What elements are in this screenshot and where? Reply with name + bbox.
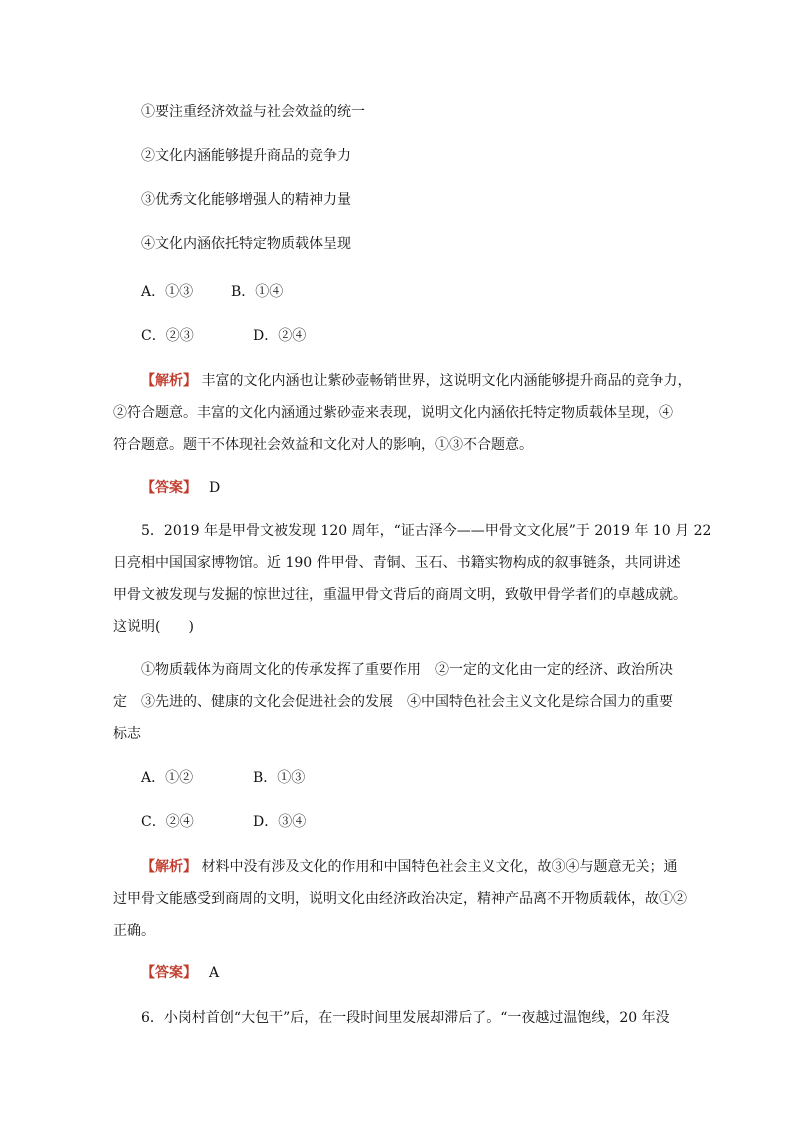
q4-analysis-text-1: 丰富的文化内涵也让紫砂壶畅销世界，这说明文化内涵能够提升商品的竞争力， bbox=[201, 373, 692, 389]
q5-analysis-line-2: 过甲骨文能感受到商周的文明，说明文化由经济政治决定，精神产品离不开物质载体，故①② bbox=[113, 891, 687, 907]
q4-item-3: ③优秀文化能够增强人的精神力量 bbox=[141, 192, 351, 208]
q5-stem-line-1: 5．2019 年是甲骨文被发现 120 周年，“证古泽今——甲骨文文化展”于 2019 年 10 月 22 bbox=[141, 523, 712, 539]
q5-option-d: D．③④ bbox=[253, 814, 307, 830]
q5-stem-line-4: 这说明( ) bbox=[113, 619, 194, 635]
q4-option-a: A．①③ bbox=[141, 284, 194, 300]
q5-option-c: C．②④ bbox=[141, 814, 194, 830]
q4-item-1: ①要注重经济效益与社会效益的统一 bbox=[141, 104, 365, 120]
q4-option-c: C．②③ bbox=[141, 328, 194, 344]
q4-analysis-line-1 bbox=[141, 371, 691, 391]
q6-stem-line-1: 6．小岗村首创“大包干”后，在一段时间里发展却滞后了。“一夜越过温饱线，20 年没 bbox=[141, 1010, 670, 1026]
q4-answer-value: D bbox=[209, 480, 221, 496]
q5-option-b: B．①③ bbox=[253, 770, 306, 786]
q5-analysis-line-3: 正确。 bbox=[113, 923, 155, 939]
q4-option-d: D．②④ bbox=[253, 328, 307, 344]
q4-analysis-label: 【解析】 bbox=[141, 373, 197, 389]
q4-analysis-line-2: ②符合题意。丰富的文化内涵通过紫砂壶来表现，说明文化内涵依托特定物质载体呈现，④ bbox=[113, 405, 673, 421]
q4-item-4: ④文化内涵依托特定物质载体呈现 bbox=[141, 236, 351, 252]
q4-answer-label: 【答案】 bbox=[141, 480, 197, 496]
q5-analysis-text-1: 材料中没有涉及文化的作用和中国特色社会主义文化，故③④与题意无关；通 bbox=[201, 859, 678, 875]
q4-option-b: B．①④ bbox=[231, 284, 284, 300]
q5-items-line-3: 标志 bbox=[113, 726, 141, 742]
q5-analysis-line-1 bbox=[141, 857, 677, 877]
q5-option-a: A．①② bbox=[141, 770, 194, 786]
q4-answer bbox=[141, 478, 220, 498]
q5-answer-label: 【答案】 bbox=[141, 965, 197, 981]
q4-item-2: ②文化内涵能够提升商品的竞争力 bbox=[141, 148, 351, 164]
q5-analysis-label: 【解析】 bbox=[141, 859, 197, 875]
q4-analysis-line-3: 符合题意。题干不体现社会效益和文化对人的影响，①③不合题意。 bbox=[113, 437, 533, 453]
q5-stem-line-2: 日亮相中国国家博物馆。近 190 件甲骨、青铜、玉石、书籍实物构成的叙事链条，共同讲述 bbox=[113, 555, 681, 571]
q5-items-line-2: 定 ③先进的、健康的文化会促进社会的发展 ④中国特色社会主义文化是综合国力的重要 bbox=[113, 694, 673, 710]
q5-items-line-1: ①物质载体为商周文化的传承发挥了重要作用 ②一定的文化由一定的经济、政治所决 bbox=[141, 662, 673, 678]
q5-stem-line-3: 甲骨文被发现与发掘的惊世过往，重温甲骨文背后的商周文明，致敬甲骨学者们的卓越成就。 bbox=[113, 587, 687, 603]
q5-answer-value: A bbox=[209, 965, 220, 981]
q5-answer bbox=[141, 963, 219, 983]
